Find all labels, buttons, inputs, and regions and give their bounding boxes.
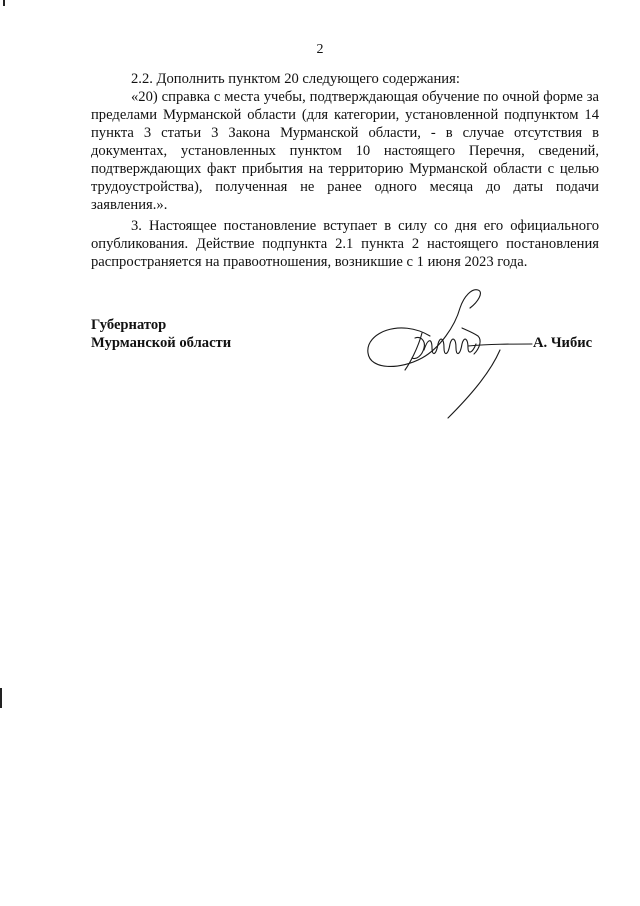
signatory-title-line: Мурманской области	[91, 335, 232, 351]
paragraph-item-20: «20) справка с места учебы, подтверждающая обучение по очной форме за пределами Мурманской области (для категории, установленной подпунктом 14 пункта 3 статьи 3 Закона Мурманской области, - в случае отсутствия в документах, установленных пунктом 10 настоящего Перечня, сведений, подтверждающих факт прибытия на территорию Мурманской области с целью трудоустройства), полученная не ранее одного месяца до даты подачи заявления.».	[91, 89, 599, 213]
handwritten-signature	[360, 278, 540, 428]
signer-name: А. Чибис	[533, 335, 593, 351]
page-number: 2	[316, 42, 324, 57]
signatory-title-line: Губернатор	[91, 317, 167, 333]
paragraph-2-2: 2.2. Дополнить пунктом 20 следующего содержания:	[131, 71, 460, 87]
signatory-title	[91, 316, 231, 352]
document-body	[91, 70, 599, 271]
paragraph-3: 3. Настоящее постановление вступает в силу со дня его официального опубликования. Действие подпункта 2.1 пункта 2 настоящего постановления распространяется на правоотношения, возникшие с 1 июня 2023 года.	[91, 218, 599, 270]
scan-edge-mark	[0, 688, 2, 708]
scan-edge-mark	[3, 0, 5, 6]
